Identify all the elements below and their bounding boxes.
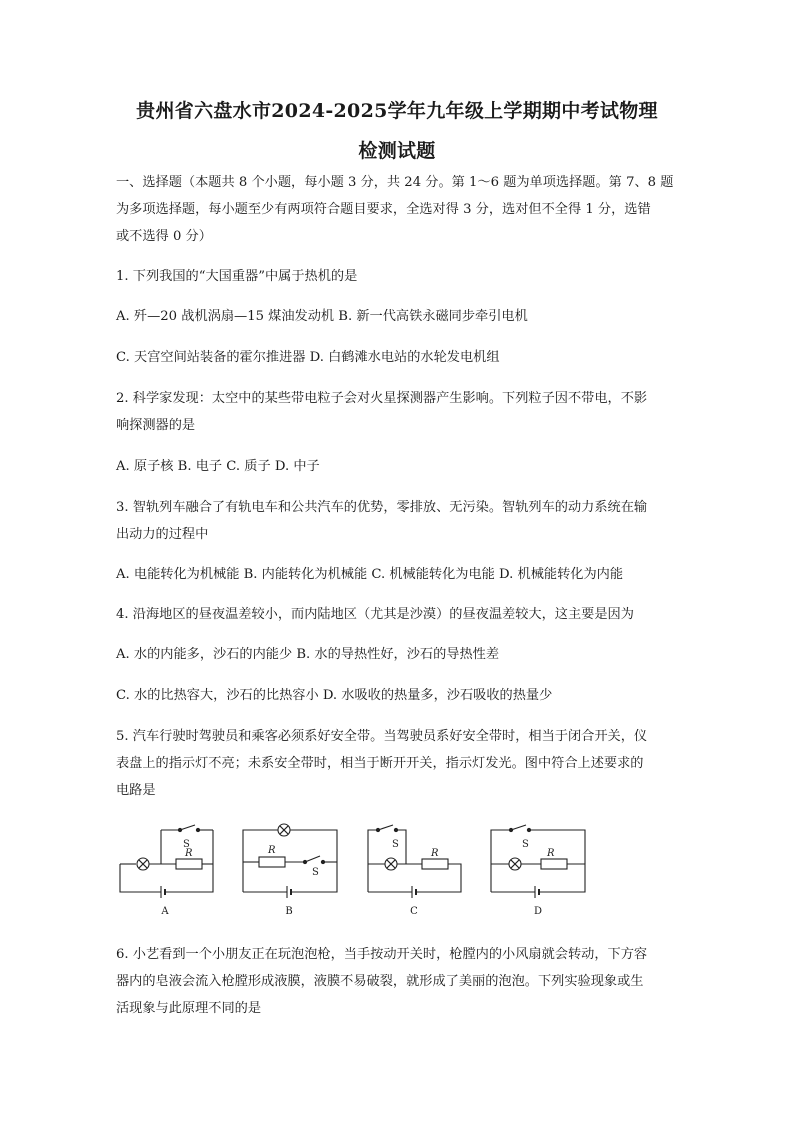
- section-instructions-line3: 或不选得 0 分）: [116, 229, 212, 244]
- switch-label-d: S: [522, 839, 529, 850]
- section-instructions-line2: 为多项选择题，每小题至少有两项符合题目要求，全选对得 3 分，选对但不全得 1 分，选错: [116, 202, 651, 217]
- circuit-diagram-d: [489, 822, 591, 900]
- circuit-diagram-c: [366, 822, 468, 900]
- section-instructions-line1: 一、选择题（本题共 8 个小题，每小题 3 分，共 24 分。第 1～6 题为单项选择题。第 7、8 题: [116, 175, 674, 190]
- q2-stem-line2: 响探测器的是: [116, 418, 196, 433]
- switch-label-b: S: [312, 867, 319, 878]
- q1-options-line1: A. 歼—20 战机涡扇—15 煤油发动机 B. 新一代高铁永磁同步牵引电机: [116, 309, 528, 324]
- circuit-label-b: B: [285, 906, 293, 917]
- circuit-diagram-b: [241, 822, 343, 900]
- q1-stem: 1. 下列我国的“大国重器”中属于热机的是: [116, 269, 358, 284]
- circuit-label-c: C: [410, 906, 418, 917]
- q3-stem-line1: 3. 智轨列车融合了有轨电车和公共汽车的优势，零排放、无污染。智轨列车的动力系统在输: [116, 500, 648, 515]
- q5-stem-line3: 电路是: [116, 783, 156, 798]
- circuit-label-a: A: [161, 906, 169, 917]
- q3-options: A. 电能转化为机械能 B. 内能转化为机械能 C. 机械能转化为电能 D. 机械能转化为内能: [116, 567, 624, 582]
- q4-options-line2: C. 水的比热容大，沙石的比热容小 D. 水吸收的热量多，沙石吸收的热量少: [116, 688, 553, 703]
- q5-stem-line2: 表盘上的指示灯不亮；未系安全带时，相当于断开开关，指示灯发光。图中符合上述要求的: [116, 756, 644, 771]
- q4-options-line1: A. 水的内能多，沙石的内能少 B. 水的导热性好，沙石的导热性差: [116, 647, 500, 662]
- switch-label-a: S: [183, 839, 190, 850]
- q2-stem-line1: 2. 科学家发现：太空中的某些带电粒子会对火星探测器产生影响。下列粒子因不带电，不影: [116, 391, 648, 406]
- q4-stem: 4. 沿海地区的昼夜温差较小，而内陆地区（尤其是沙漠）的昼夜温差较大，这主要是因为: [116, 607, 634, 622]
- q6-stem-line2: 器内的皂液会流入枪膛形成液膜，液膜不易破裂，就形成了美丽的泡泡。下列实验现象或生: [116, 974, 644, 989]
- q2-options: A. 原子核 B. 电子 C. 质子 D. 中子: [116, 459, 320, 474]
- q1-options-line2: C. 天宫空间站装备的霍尔推进器 D. 白鹤滩水电站的水轮发电机组: [116, 350, 500, 365]
- circuit-diagram-a: [116, 822, 218, 900]
- circuit-label-d: D: [533, 906, 543, 917]
- switch-label-c: S: [392, 839, 399, 850]
- q6-stem-line1: 6. 小艺看到一个小朋友正在玩泡泡枪，当手按动开关时，枪膛内的小风扇就会转动，下方容: [116, 947, 648, 962]
- resistor-label-c: R: [431, 848, 439, 859]
- resistor-label-d: R: [547, 848, 555, 859]
- resistor-label-b: R: [268, 845, 276, 856]
- q6-stem-line3: 活现象与此原理不同的是: [116, 1001, 262, 1016]
- resistor-label-a: R: [185, 848, 193, 859]
- q5-stem-line1: 5. 汽车行驶时驾驶员和乘客必须系好安全带。当驾驶员系好安全带时，相当于闭合开关，仪: [116, 729, 648, 744]
- page-title-line1: 贵州省六盘水市2024-2025学年九年级上学期期中考试物理: [136, 100, 658, 122]
- page-title-line2: 检测试题: [358, 140, 436, 162]
- q3-stem-line2: 出动力的过程中: [116, 527, 209, 542]
